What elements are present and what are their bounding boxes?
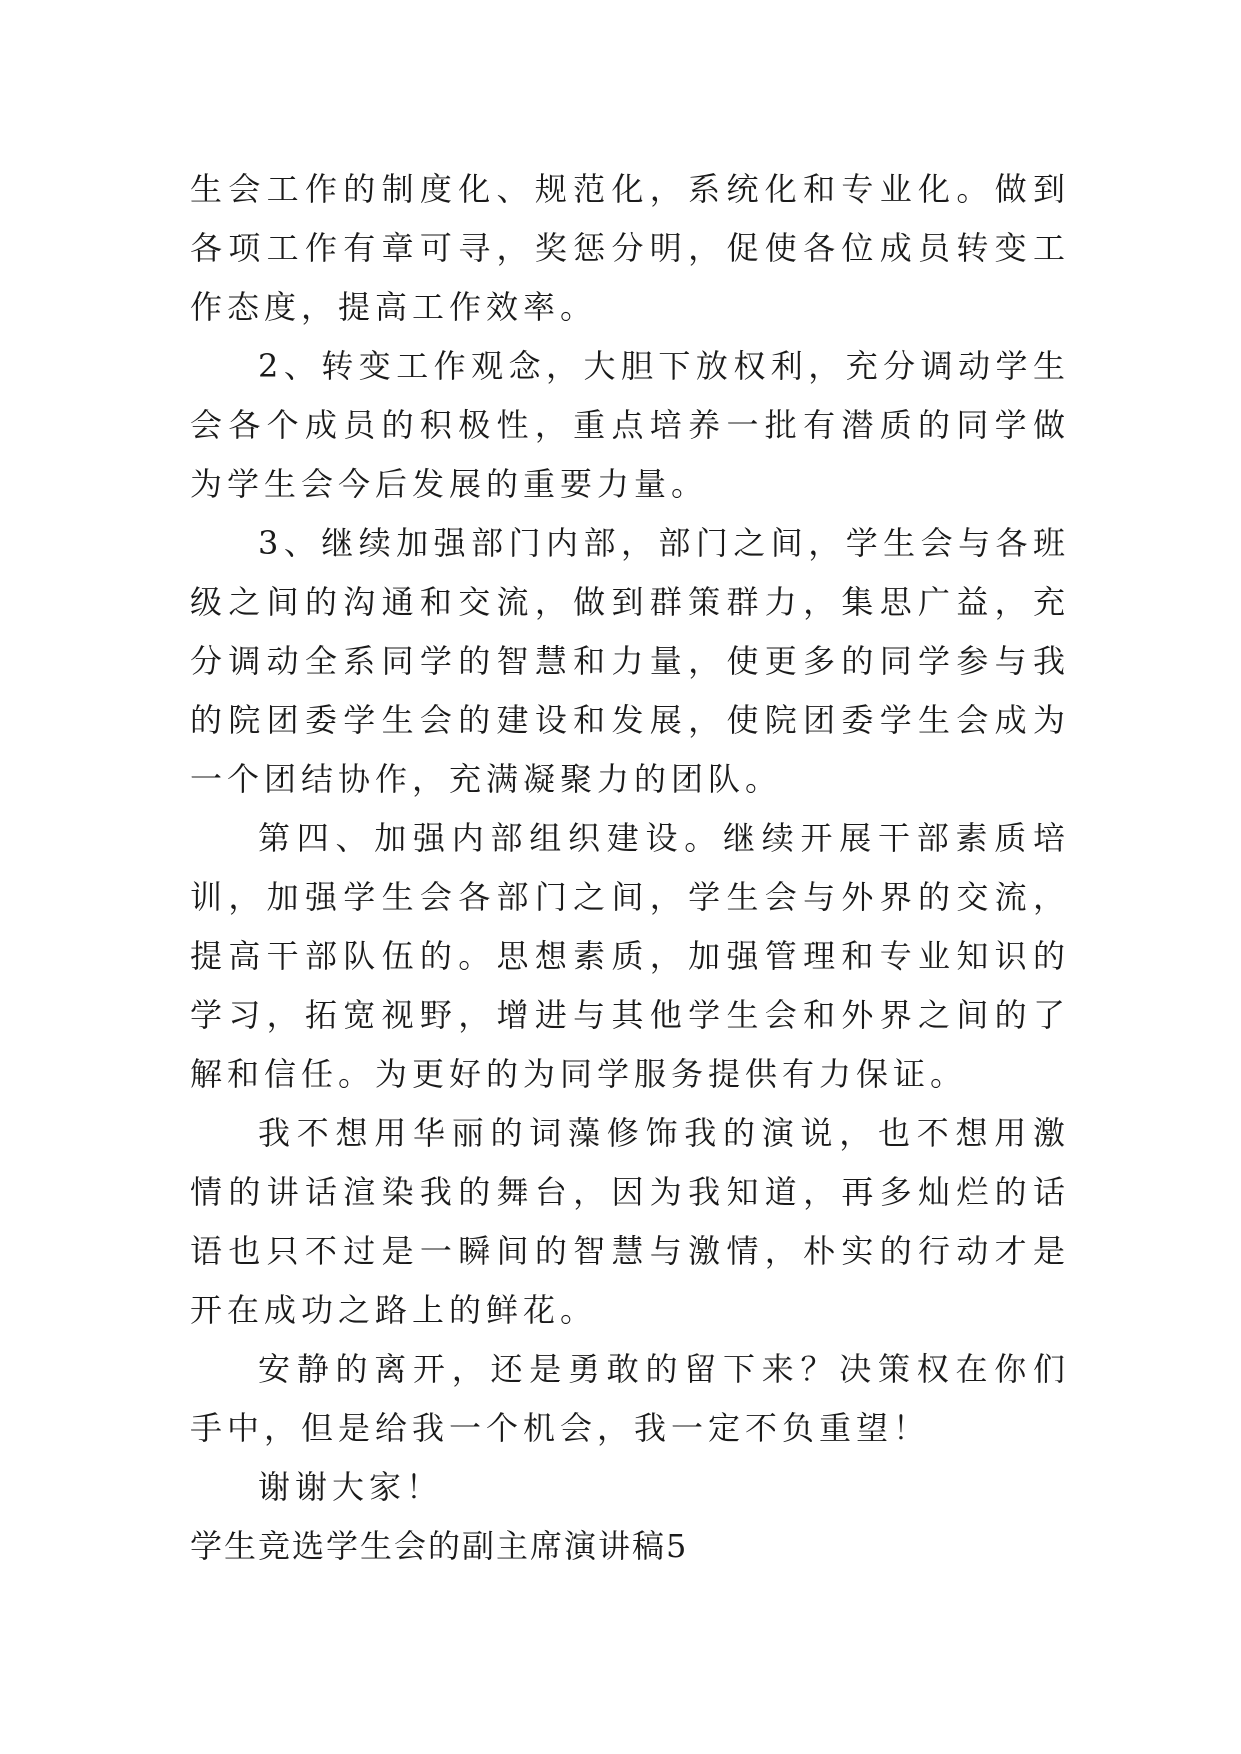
paragraph: 生会工作的制度化、规范化，系统化和专业化。做到各项工作有章可寻，奖惩分明，促使各位成员转变工作态度，提高工作效率。 xyxy=(190,170,1070,326)
paragraph: 2、转变工作观念，大胆下放权利，充分调动学生会各个成员的积极性，重点培养一批有潜质的同学做为学生会今后发展的重要力量。 xyxy=(190,347,1070,503)
paragraph: 第四、加强内部组织建设。继续开展干部素质培训，加强学生会各部门之间，学生会与外界的交流，提高干部队伍的。思想素质，加强管理和专业知识的学习，拓宽视野，增进与其他学生会和外界之间的了解和信任。为更好的为同学服务提供有力保证。 xyxy=(190,819,1070,1093)
paragraph: 谢谢大家！ xyxy=(258,1468,444,1506)
section-heading: 学生竞选学生会的副主席演讲稿5 xyxy=(190,1527,689,1565)
paragraph: 3、继续加强部门内部，部门之间，学生会与各班级之间的沟通和交流，做到群策群力，集思广益，充分调动全系同学的智慧和力量，使更多的同学参与我的院团委学生会的建设和发展，使院团委学生会成为一个团结协作，充满凝聚力的团队。 xyxy=(190,524,1070,798)
paragraph: 我不想用华丽的词藻修饰我的演说，也不想用激情的讲话渲染我的舞台，因为我知道，再多灿烂的话语也只不过是一瞬间的智慧与激情，朴实的行动才是开在成功之路上的鲜花。 xyxy=(190,1114,1070,1329)
paragraph: 安静的离开，还是勇敢的留下来？决策权在你们手中，但是给我一个机会，我一定不负重望！ xyxy=(190,1350,1070,1447)
document-body xyxy=(190,160,1070,1576)
